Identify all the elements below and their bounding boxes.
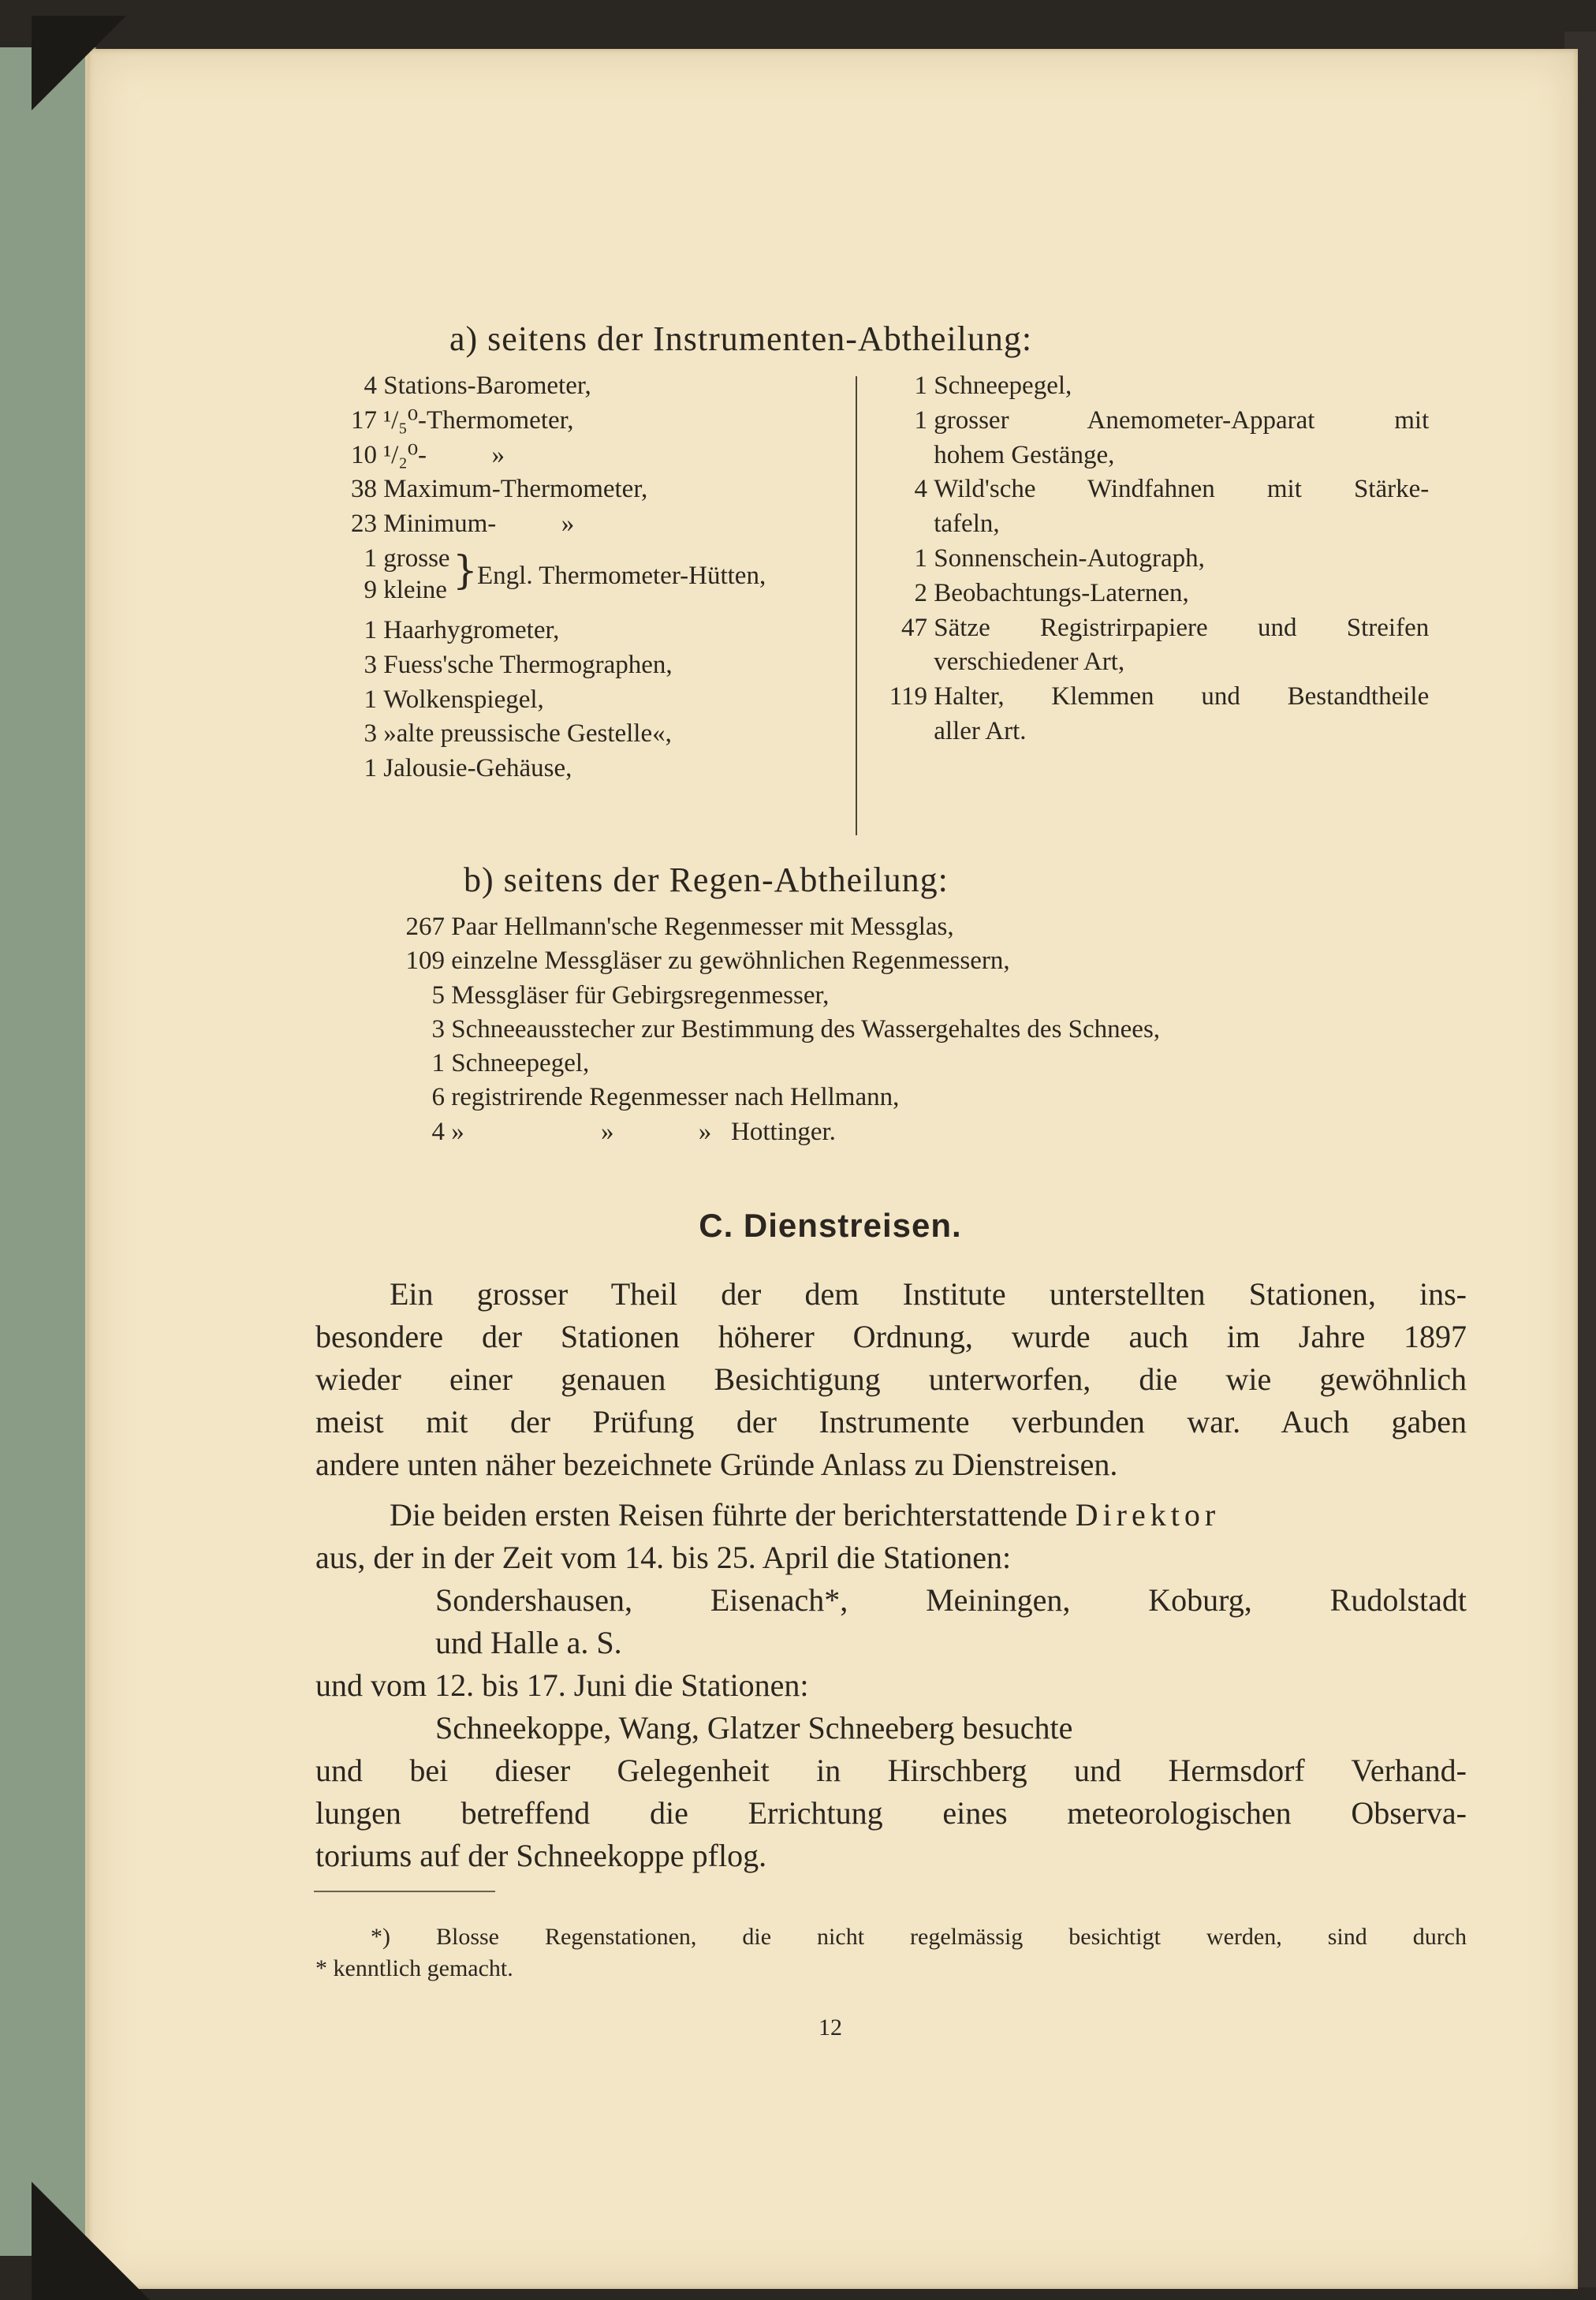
text-line: lungen betreffend die Errichtung eines meteorologischen Observa-: [315, 1795, 1467, 1831]
section-a-left-list-2: [331, 614, 673, 786]
list-item: 9 kleine: [364, 576, 447, 604]
footnote: [315, 1921, 1467, 1984]
list-item: 1 Sonnenschein-Autograph,: [914, 543, 1205, 573]
brace-shared-label: Engl. Thermometer-Hütten,: [477, 562, 766, 590]
list-item: 3 »alte preussische Gestelle«,: [364, 719, 672, 749]
footnote-line: * kenntlich gemacht.: [315, 1955, 513, 1981]
list-item: 17 ¹/₅⁰-Thermometer,: [351, 405, 574, 435]
brace-symbol: }: [453, 547, 478, 593]
paragraph-1: [315, 1273, 1467, 1486]
text-line: toriums auf der Schneekoppe pflog.: [315, 1838, 767, 1873]
page-number: 12: [819, 2014, 842, 2041]
text-line: und bei dieser Gelegenheit in Hirschberg und Hermsdorf Verhand-: [315, 1753, 1467, 1788]
list-item: 6 registrirende Regenmesser nach Hellmann,: [431, 1083, 900, 1112]
list-item: verschiedener Art,: [934, 648, 1125, 677]
list-item: 1 Schneepegel,: [914, 372, 1072, 400]
list-item: 5 Messgläser für Gebirgsregenmesser,: [431, 980, 830, 1010]
emphasized-word: Direktor: [1075, 1497, 1221, 1533]
text-line: wieder einer genauen Besichtigung unterworfen, die wie gewöhnlich: [315, 1361, 1467, 1397]
column-separator: [856, 376, 857, 835]
text-line: Die beiden ersten Reisen führte der berichterstattende Direktor: [390, 1497, 1221, 1533]
list-item: 23 Minimum- »: [351, 510, 575, 539]
section-a-heading: a) seitens der Instrumenten-Abtheilung:: [449, 319, 1033, 358]
text-line: und vom 12. bis 17. Juni die Stationen:: [315, 1667, 809, 1703]
list-item: aller Art.: [934, 716, 1027, 745]
list-item: 10 ¹/₂⁰- »: [351, 440, 505, 469]
list-item: 4 » » » Hottinger.: [431, 1117, 836, 1146]
station-list-line: Schneekoppe, Wang, Glatzer Schneeberg besuchte: [435, 1710, 1073, 1746]
list-item: 1 Wolkenspiegel,: [364, 685, 544, 714]
list-item: 2 Beobachtungs-Laternen,: [914, 578, 1189, 607]
list-item: 47 Sätze Registrirpapiere und Streifen: [901, 613, 1430, 642]
paragraph-2: [315, 1494, 1467, 1749]
footnote-line: *) Blosse Regenstationen, die nicht regelmässig besichtigt werden, sind durch: [371, 1924, 1467, 1950]
list-item: hohem Gestänge,: [934, 440, 1115, 469]
cover-board-left: [0, 47, 96, 2256]
text-line: aus, der in der Zeit vom 14. bis 25. April die Stationen:: [315, 1540, 1012, 1575]
list-item: 3 Schneeausstecher zur Bestimmung des Wassergehaltes des Schnees,: [431, 1014, 1161, 1044]
list-item: 38 Maximum-Thermometer,: [351, 475, 648, 504]
section-a-right-list: [880, 369, 1429, 749]
list-item: 1 Jalousie-Gehäuse,: [364, 754, 572, 783]
page-content: [85, 49, 1575, 2289]
list-item: 1 Schneepegel,: [431, 1049, 590, 1078]
list-item: 267 Paar Hellmann'sche Regenmesser mit Messglas,: [405, 913, 954, 941]
section-b-heading: b) seitens der Regen-Abtheilung:: [464, 861, 949, 899]
paragraph-3: [315, 1749, 1467, 1877]
section-a-left-list: [331, 369, 647, 542]
list-item: 4 Wild'sche Windfahnen mit Stärke-: [914, 475, 1430, 504]
footnote-rule: [314, 1891, 495, 1892]
text-line: meist mit der Prüfung der Instrumente verbunden war. Auch gaben: [315, 1404, 1467, 1439]
text-line: Ein grosser Theil der dem Institute unterstellten Stationen, ins-: [390, 1276, 1467, 1312]
list-item: 3 Fuess'sche Thermographen,: [364, 650, 673, 679]
list-item: 1 Haarhygrometer,: [364, 616, 560, 644]
list-item: 109 einzelne Messgläser zu gewöhnlichen Regenmessern,: [405, 947, 1010, 976]
list-item: tafeln,: [934, 510, 1000, 539]
text-line: andere unten näher bezeichnete Gründe Anlass zu Dienstreisen.: [315, 1447, 1118, 1482]
section-c-title: C. Dienstreisen.: [699, 1207, 962, 1244]
text-line: besondere der Stationen höherer Ordnung, wurde auch im Jahre 1897: [315, 1319, 1467, 1354]
station-list-line: und Halle a. S.: [435, 1625, 622, 1660]
list-item: 119 Halter, Klemmen und Bestandtheile: [889, 682, 1430, 711]
list-item: 1 grosser Anemometer-Apparat mit: [914, 405, 1430, 435]
section-b-list: [391, 910, 1160, 1149]
station-list-line: Sondershausen, Eisenach*, Meiningen, Koburg, Rudolstadt: [435, 1582, 1467, 1618]
list-item: 4 Stations-Barometer,: [364, 372, 591, 400]
list-item: 1 grosse: [364, 544, 450, 573]
